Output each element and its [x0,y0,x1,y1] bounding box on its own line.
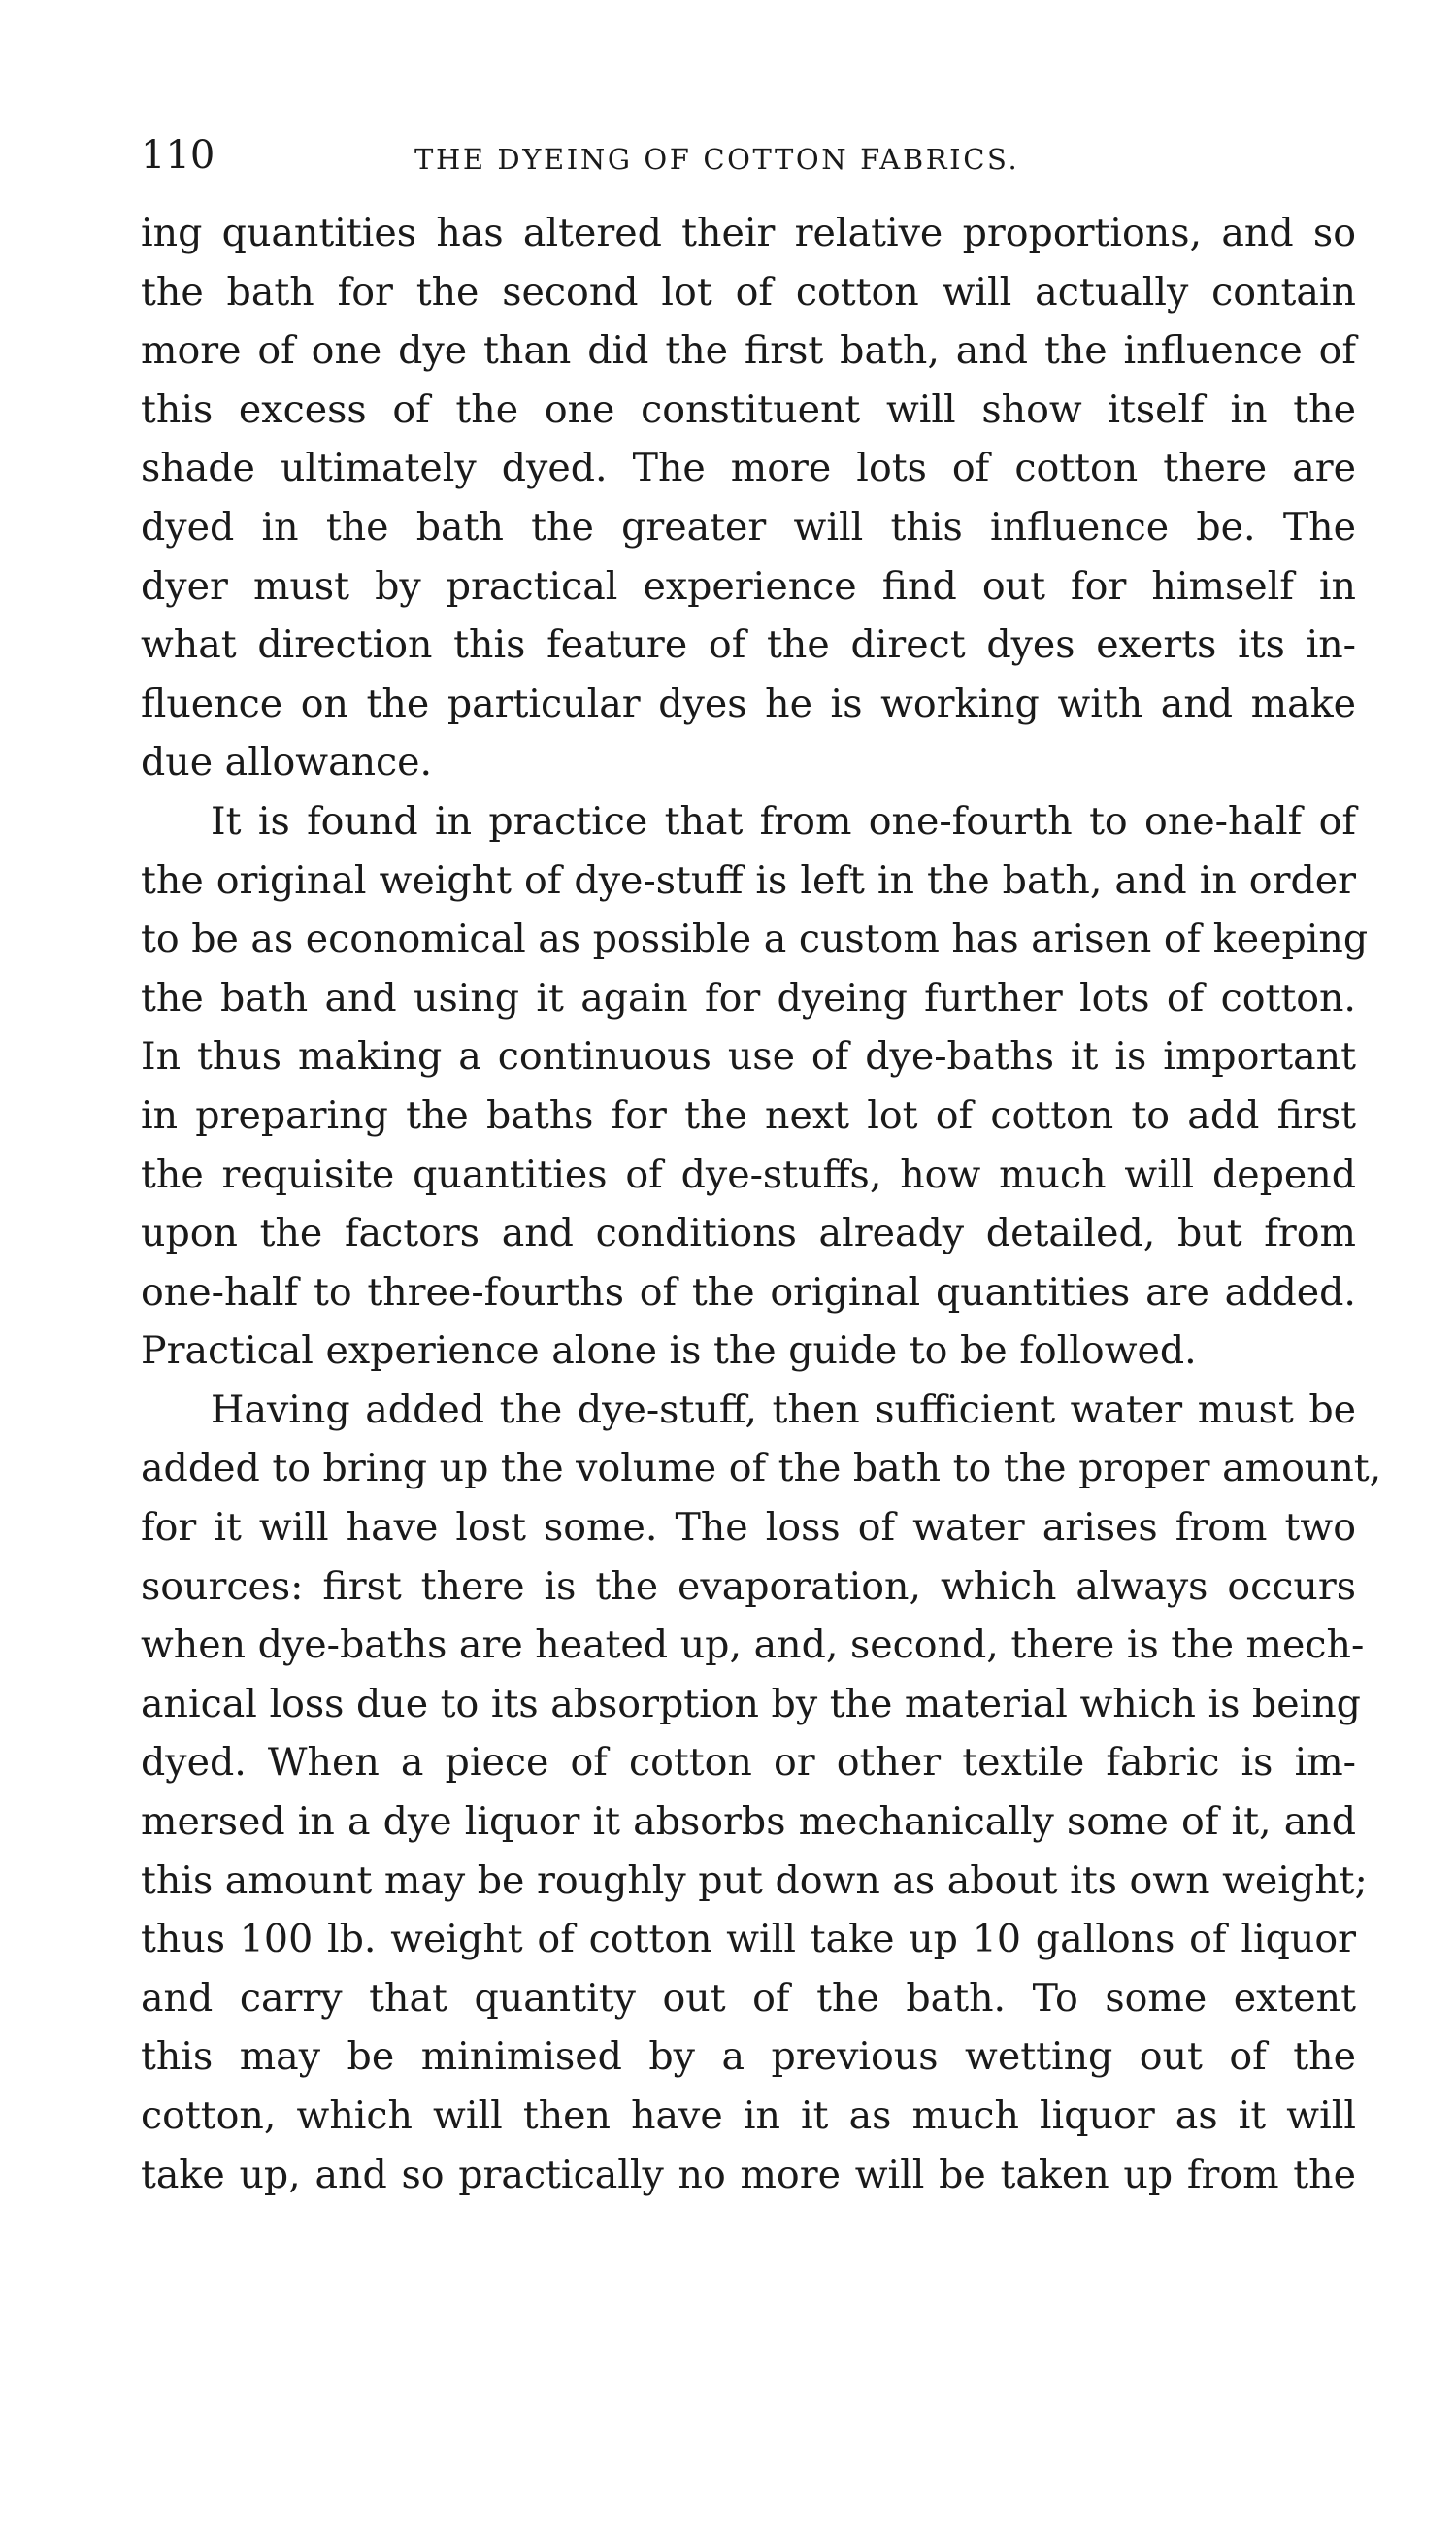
text-line: more of one dye than did the first bath, and the influence of [141,328,1356,374]
text-line: the bath for the second lot of cotton will actually contain [141,269,1356,315]
text-line: the original weight of dye-stuff is left in the bath, and in order [141,857,1356,903]
text-line: mersed in a dye liquor it absorbs mechanically some of it, and [141,1799,1356,1845]
text-line: Having added the dye-stuff, then sufficient water must be [211,1387,1356,1432]
paragraph-2 [141,792,1369,1381]
text-line: Practical experience alone is the guide to be followed. [141,1328,1197,1374]
text-line: and carry that quantity out of the bath. To some extent [141,1975,1356,2021]
text-line: what direction this feature of the direct dyes exerts its in- [141,622,1356,668]
text-line: the requisite quantities of dye-stuffs, how much will depend [141,1152,1356,1197]
text-line: upon the factors and conditions already detailed, but from [141,1211,1356,1256]
text-line: the bath and using it again for dyeing further lots of cotton. [141,975,1356,1020]
paragraph-3 [141,1381,1382,2204]
text-line: ing quantities has altered their relative proportions, and so [141,211,1356,255]
text-line: due allowance. [141,740,433,786]
text-line: It is found in practice that from one-fourth to one-half of [211,798,1356,844]
text-line: In thus making a continuous use of dye-baths it is important [141,1034,1356,1080]
text-line: this amount may be roughly put down as about its own weight; [141,1857,1368,1903]
text-line: for it will have lost some. The loss of water arises from two [141,1505,1356,1551]
text-line: shade ultimately dyed. The more lots of cotton there are [141,446,1356,491]
text-line: to be as economical as possible a custom has arisen of keeping [141,917,1369,962]
text-line: fluence on the particular dyes he is working with and make [141,681,1356,726]
text-line: cotton, which will then have in it as much liquor as it will [141,2093,1356,2138]
text-line: in preparing the baths for the next lot of cotton to add first [141,1092,1356,1138]
text-line: dyed. When a piece of cotton or other textile fabric is im- [141,1740,1356,1786]
text-line: dyed in the bath the greater will this influence be. The [141,504,1356,550]
body-text [141,204,1382,2204]
running-head: THE DYEING OF COTTON FABRICS. [414,143,1020,176]
text-line: one-half to three-fourths of the original quantities are added. [141,1269,1356,1315]
text-line: dyer must by practical experience find out for himself in [141,563,1356,609]
text-line: when dye-baths are heated up, and, second, there is the mech- [141,1622,1365,1668]
text-line: anical loss due to its absorption by the material which is being [141,1681,1361,1726]
page-number: 110 [141,133,215,178]
text-line: this excess of the one constituent will show itself in the [141,386,1356,432]
page-header [141,128,1354,183]
text-line: take up, and so practically no more will be taken up from the [141,2152,1356,2197]
paragraph-1 [141,204,1356,792]
text-line: thus 100 lb. weight of cotton will take up 10 gallons of liquor [141,1917,1356,1962]
text-line: sources: first there is the evaporation, which always occurs [141,1563,1356,1609]
text-line: added to bring up the volume of the bath to the proper amount, [141,1446,1382,1491]
text-line: this may be minimised by a previous wetting out of the [141,2034,1356,2080]
